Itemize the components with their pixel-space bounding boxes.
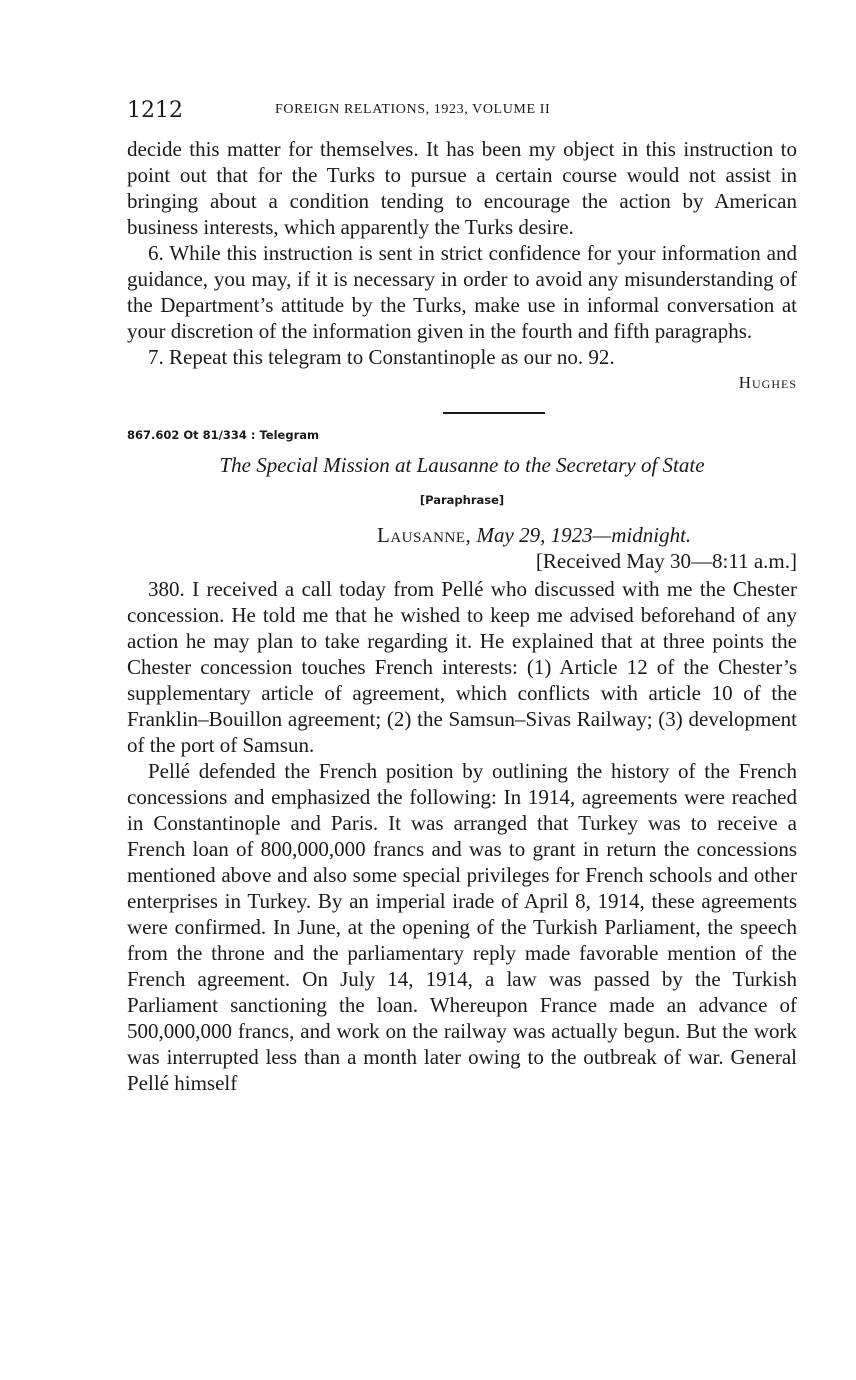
paragraph-380: 380. I received a call today from Pellé who discussed with me the Chester concession. He told me that he wished to keep me advised beforehand of any action he may plan to take regarding it. He explained that at three points the Chester concession touches French interests: (1) Article 12 of the Chester’s supplementary article of agreement, which conflicts with article 10 of the Franklin–Bouillon agreement; (2) the Samsun–Sivas Railway; (3) development of the port of Samsun. [127,577,797,757]
file-reference: 867.602 Ot 81/334 : Telegram [127,428,319,442]
paragraph-7: 7. Repeat this telegram to Constantinople as our no. 92. [148,345,615,369]
running-head: FOREIGN RELATIONS, 1923, VOLUME II [275,102,551,117]
paragraph-continued: decide this matter for themselves. It has been my object in this instruction to point out that for the Turks to pursue a certain course would not assist in bringing about a condition tending to encourage the action by American business interests, which apparently the Turks desire. [127,137,797,239]
dateline-date: May 29, 1923—midnight. [476,523,692,547]
dateline-place: Lausanne, [377,523,472,547]
document-title: The Special Mission at Lausanne to the Secretary of State [219,453,705,477]
signature: Hughes [738,373,797,392]
document-page [127,96,797,1096]
page-header [127,96,797,136]
paragraph-pelle-history: Pellé defended the French position by outlining the history of the French concessions and emphasized the following: In 1914, agreements were reached in Constantinople and Paris. It was arranged that Turkey was to receive a French loan of 800,000,000 francs and was to grant in return the concessions mentioned above and also some special privileges for French schools and other enterprises in Turkey. By an imperial irade of April 8, 1914, these agreements were confirmed. In June, at the opening of the Turkish Parliament, the speech from the throne and the parliamentary reply made favorable mention of the French agreement. On July 14, 1914, a law was passed by the Turkish Parliament sanctioning the loan. Whereupon France made an advance of 500,000,000 francs, and work on the railway was actually begun. But the work was interrupted less than a month later owing to the outbreak of war. General Pellé himself [127,759,797,1095]
dateline [127,522,797,574]
received-line: [Received May 30—8:11 a.m.] [535,549,797,573]
section-divider [443,412,545,414]
page-number: 1212 [127,98,183,123]
paraphrase-label: [Paraphrase] [419,493,505,507]
paragraph-6: 6. While this instruction is sent in strict confidence for your information and guidance, you may, if it is necessary in order to avoid any misunderstanding of the Department’s attitude by the Turks, make use in informal conversation at your discretion of the information given in the fourth and fifth paragraphs. [127,241,797,343]
